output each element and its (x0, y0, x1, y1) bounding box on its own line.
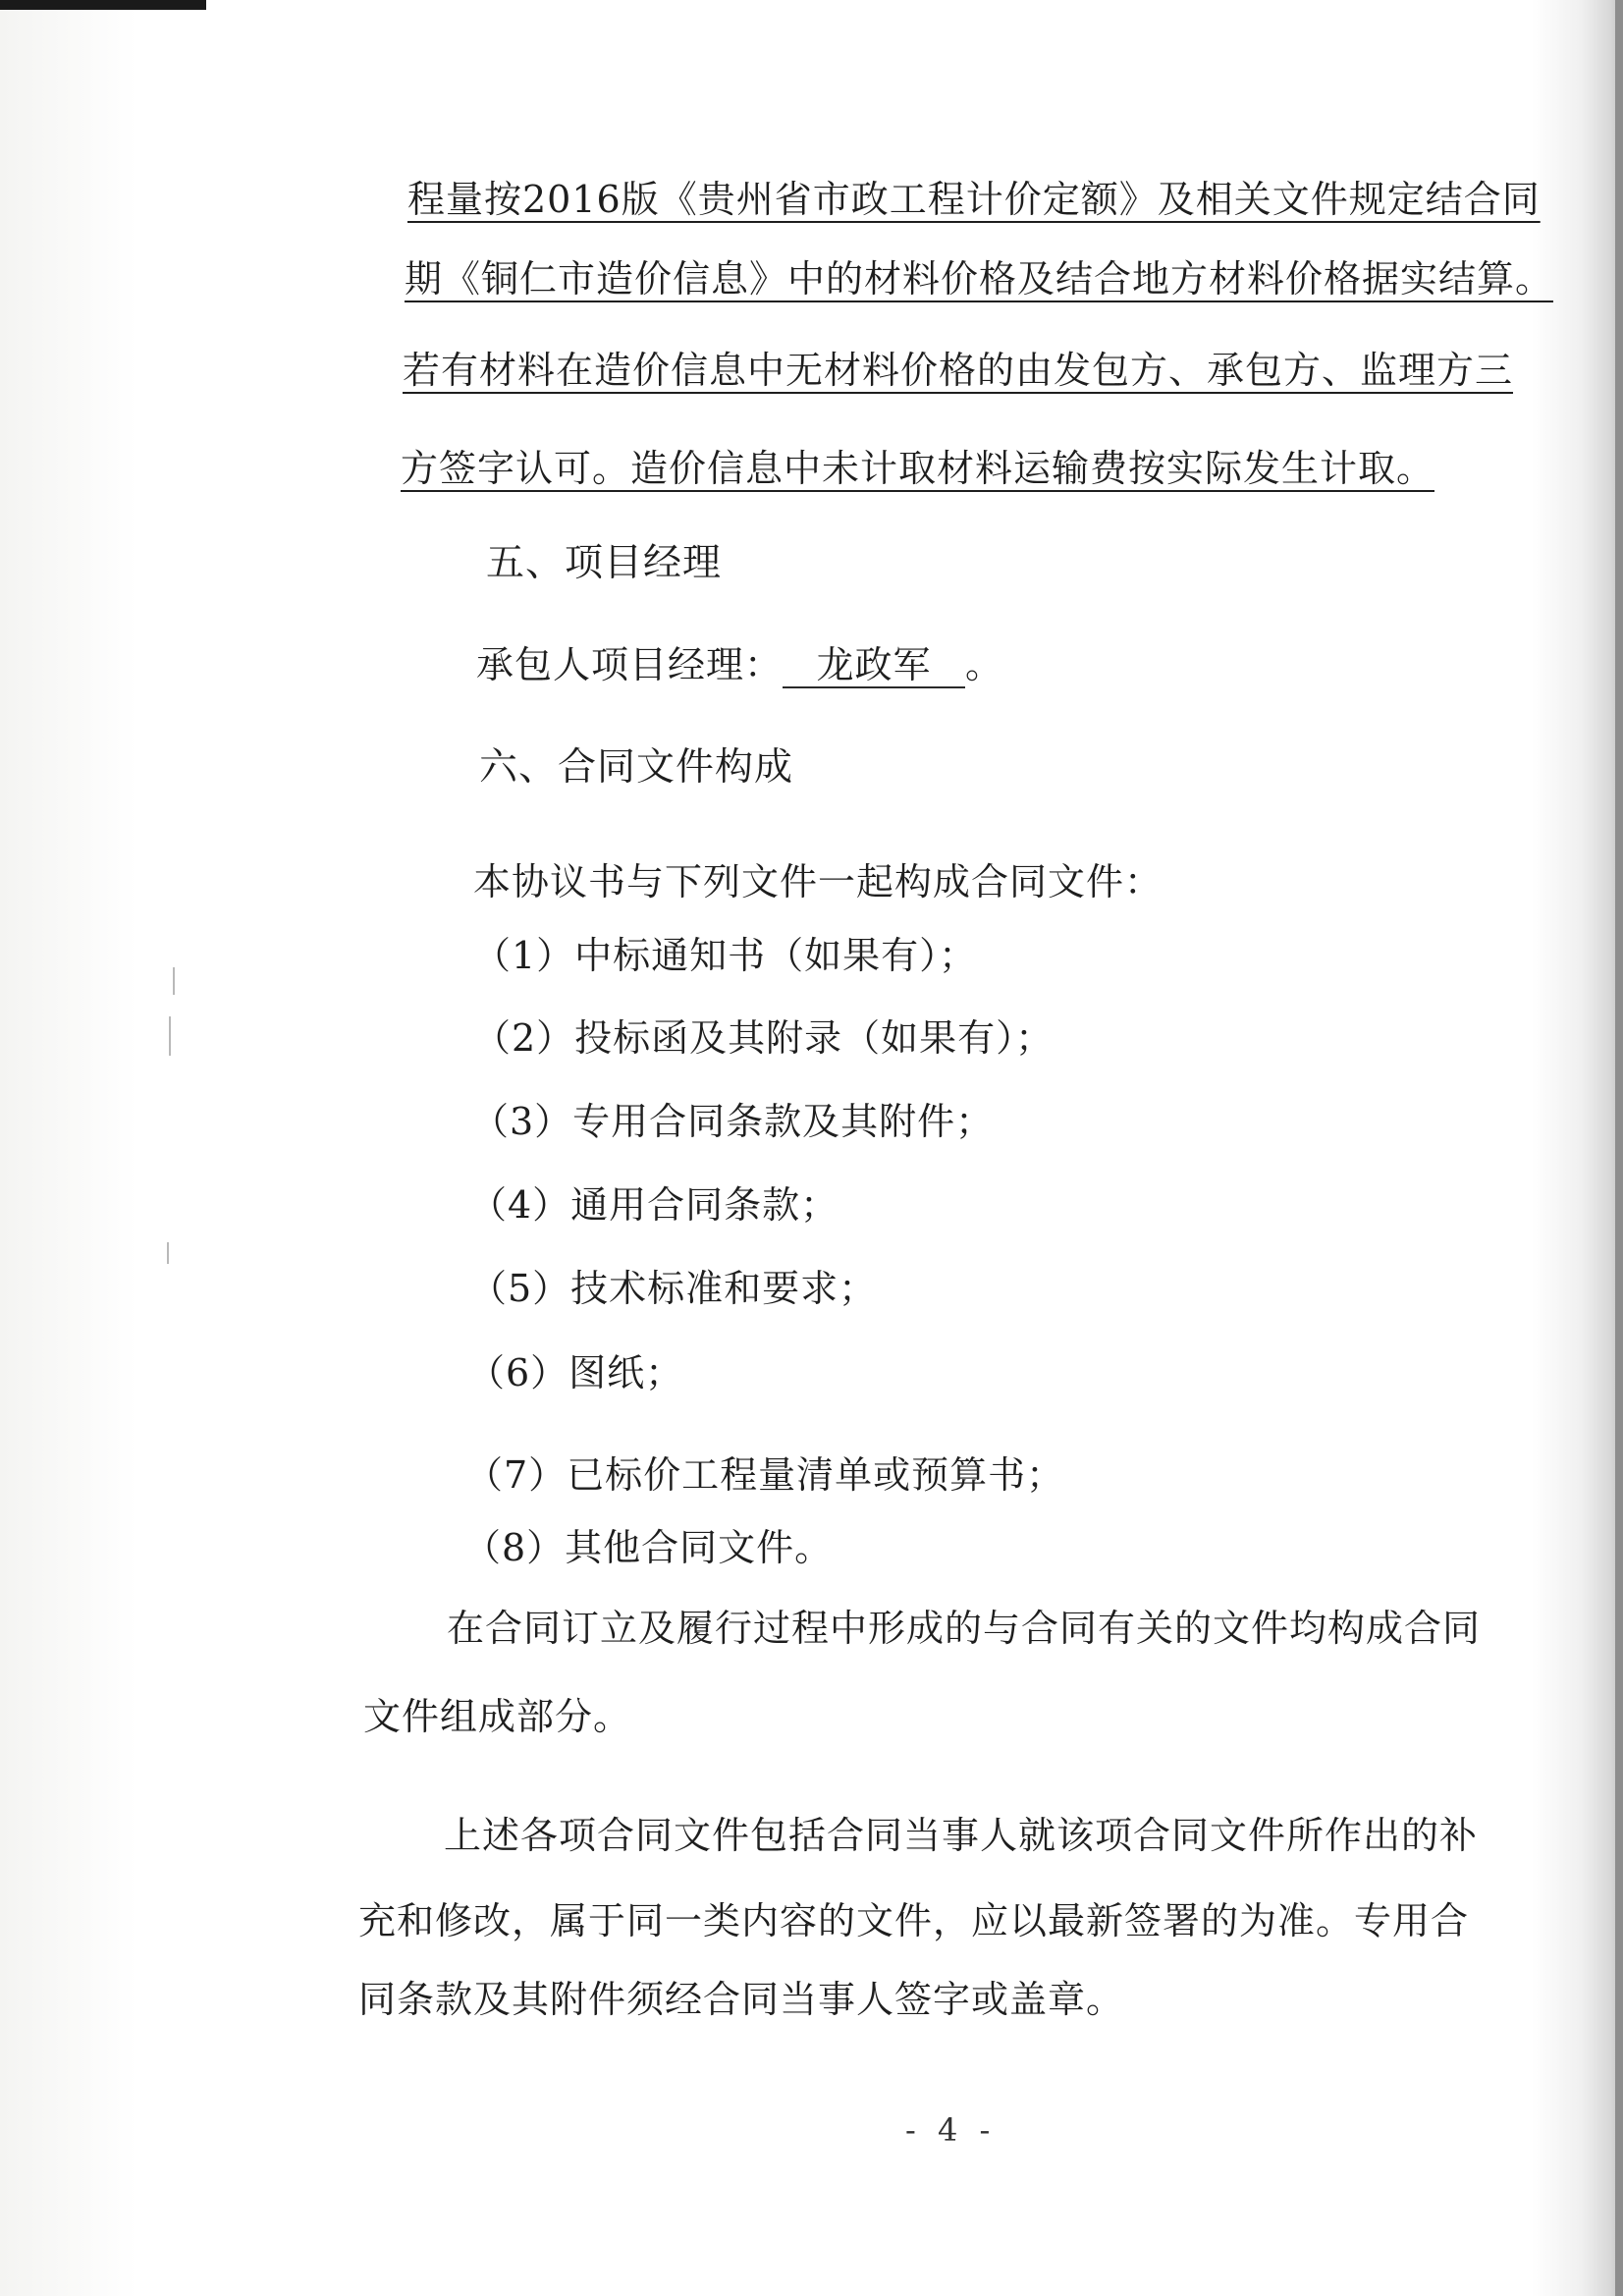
page-number: - 4 - (905, 2111, 997, 2149)
contract-item-7: （7）已标价工程量清单或预算书； (465, 1453, 1065, 1497)
contract-item-6: （6）图纸； (467, 1351, 684, 1394)
pricing-line-3: 若有材料在造价信息中无材料价格的由发包方、承包方、监理方三 (403, 349, 1514, 392)
project-manager-end: 。 (965, 643, 1004, 686)
scan-speck (169, 1016, 171, 1056)
contract-item-1: （1）中标通知书（如果有）； (473, 934, 978, 977)
pricing-line-4 (401, 443, 1434, 494)
amendment-paragraph-line-1: 上述各项合同文件包括合同当事人就该项合同文件所作出的补 (444, 1814, 1479, 1857)
project-manager-label: 承包人项目经理： (476, 643, 784, 686)
contract-item-4: （4）通用合同条款； (469, 1183, 839, 1227)
project-manager-name: 龙政军 (783, 643, 965, 688)
amendment-paragraph-line-3: 同条款及其附件须经合同当事人签字或盖章。 (358, 1978, 1125, 2021)
contract-intro: 本协议书与下列文件一起构成合同文件： (473, 860, 1163, 903)
pricing-line-1: 程量按2016版《贵州省市政工程计价定额》及相关文件规定结合同 (407, 178, 1541, 221)
scan-speck (167, 1242, 169, 1264)
composition-paragraph-line-2: 文件组成部分。 (363, 1695, 632, 1738)
scan-right-edge (1615, 0, 1623, 2296)
contract-item-5: （5）技术标准和要求； (469, 1267, 878, 1310)
scan-corner-shadow (0, 0, 206, 10)
scan-speck (173, 967, 175, 995)
composition-paragraph-line-1: 在合同订立及履行过程中形成的与合同有关的文件均构成合同 (447, 1607, 1482, 1650)
contract-item-8: （8）其他合同文件。 (463, 1526, 834, 1569)
pricing-line-2: 期《铜仁市造价信息》中的材料价格及结合地方材料价格据实结算。 (405, 257, 1554, 301)
section-6-heading: 六、合同文件构成 (479, 745, 794, 790)
project-manager-line (476, 639, 1003, 690)
amendment-paragraph-line-2: 充和修改，属于同一类内容的文件，应以最新签署的为准。专用合 (358, 1899, 1470, 1942)
contract-item-3: （3）专用合同条款及其附件； (471, 1100, 995, 1143)
contract-item-2: （2）投标函及其附录（如果有）； (473, 1016, 1055, 1060)
section-5-heading: 五、项目经理 (486, 541, 723, 585)
pricing-line-4-text: 方签字认可。造价信息中未计取材料运输费按实际发生计取。 (401, 447, 1435, 490)
